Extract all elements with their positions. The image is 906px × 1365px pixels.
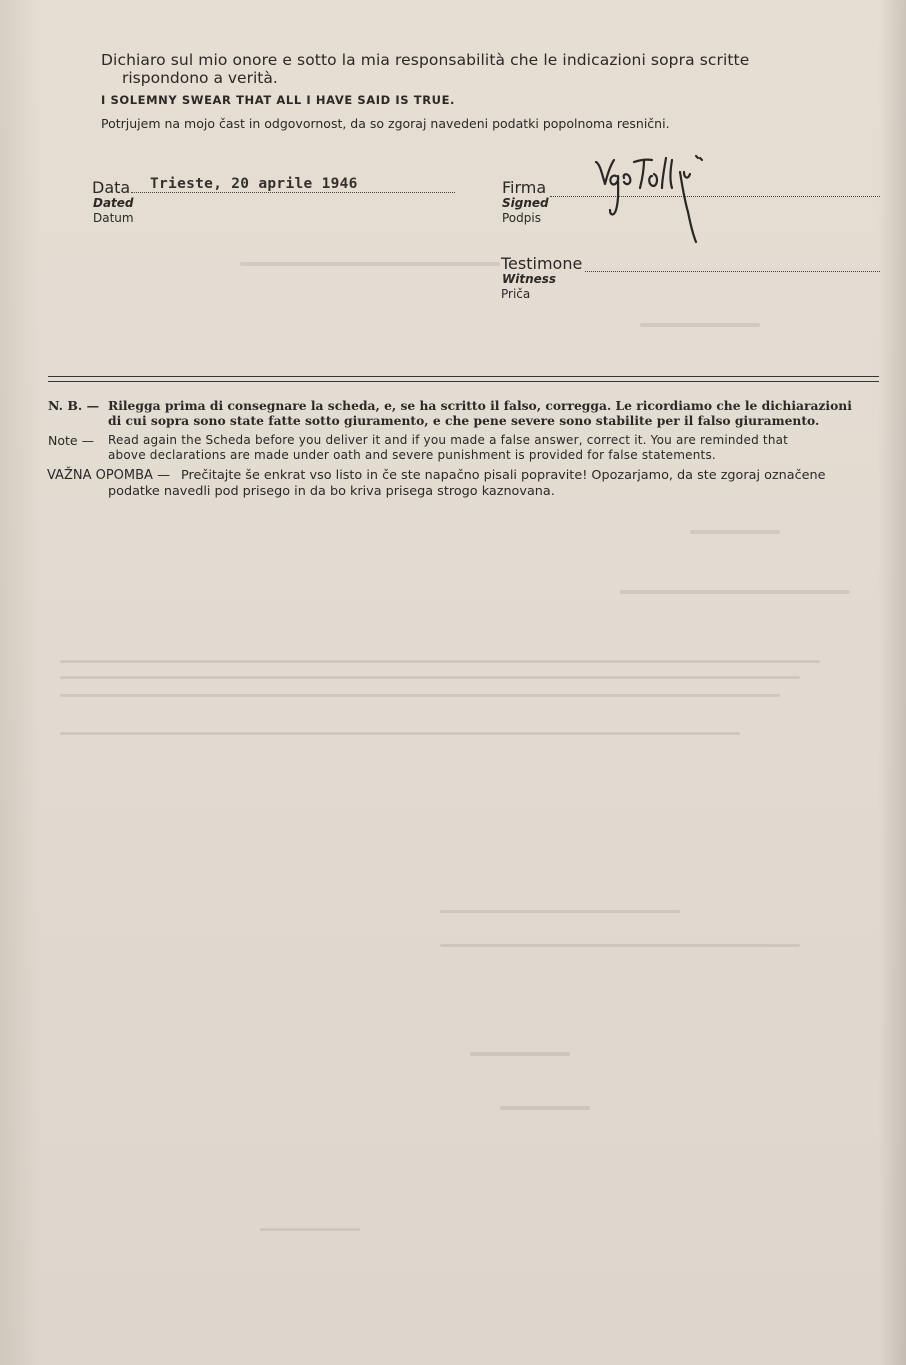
signature-label-italian: Firma bbox=[502, 178, 547, 197]
page-fold-shadow bbox=[0, 0, 40, 1365]
opomba-line-1: Prečitajte še enkrat vso listo in če ste napačno pisali popravite! Opozarjamo, da ste zgoraj označene bbox=[181, 468, 826, 483]
nb-label: N. B. — bbox=[48, 398, 100, 413]
opomba-label: VAŽNA OPOMBA — bbox=[47, 468, 171, 483]
signature-label-english: Signed bbox=[502, 196, 549, 210]
note-label: Note — bbox=[48, 433, 95, 448]
date-label-slovene: Datum bbox=[93, 211, 134, 225]
witness-label-italian: Testimone bbox=[501, 254, 583, 273]
opomba-line-2: podatke navedli pod prisego in da bo kriva prisega strogo kaznovana. bbox=[108, 484, 555, 499]
signature-label-slovene: Podpis bbox=[502, 211, 541, 225]
witness-label-english: Witness bbox=[502, 272, 557, 286]
oath-italian-line-2: rispondono a verità. bbox=[122, 69, 278, 87]
note-line-1: Read again the Scheda before you deliver it and if you made a false answer, correct it. You are reminded that bbox=[108, 433, 789, 447]
oath-english: I SOLEMNY SWEAR THAT ALL I HAVE SAID IS TRUE. bbox=[101, 93, 456, 107]
date-value: Trieste, 20 aprile 1946 bbox=[150, 176, 358, 192]
handwritten-signature bbox=[592, 154, 714, 244]
separator-rule-bottom bbox=[48, 381, 879, 382]
nb-line-1: Rilegga prima di consegnare la scheda, e, se ha scritto il falso, corregga. Le ricordiamo che le dichiarazioni bbox=[108, 398, 852, 413]
witness-label-slovene: Priča bbox=[501, 287, 531, 301]
note-line-2: above declarations are made under oath and severe punishment is provided for false statements. bbox=[108, 448, 716, 462]
oath-slovene: Potrjujem na mojo čast in odgovornost, da so zgoraj navedeni podatki popolnoma resnični. bbox=[101, 116, 670, 131]
page-edge-shadow bbox=[878, 0, 906, 1365]
witness-dotted-line bbox=[585, 271, 880, 272]
separator-rule-top bbox=[48, 376, 879, 377]
nb-line-2: di cui sopra sono state fatte sotto giuramento, e che pene severe sono stabilite per il falso giuramento. bbox=[108, 413, 820, 428]
date-label-italian: Data bbox=[92, 178, 131, 197]
date-label-english: Dated bbox=[93, 196, 134, 210]
oath-italian-line-1: Dichiaro sul mio onore e sotto la mia responsabilità che le indicazioni sopra scritte bbox=[101, 51, 750, 69]
date-dotted-line bbox=[131, 192, 455, 193]
